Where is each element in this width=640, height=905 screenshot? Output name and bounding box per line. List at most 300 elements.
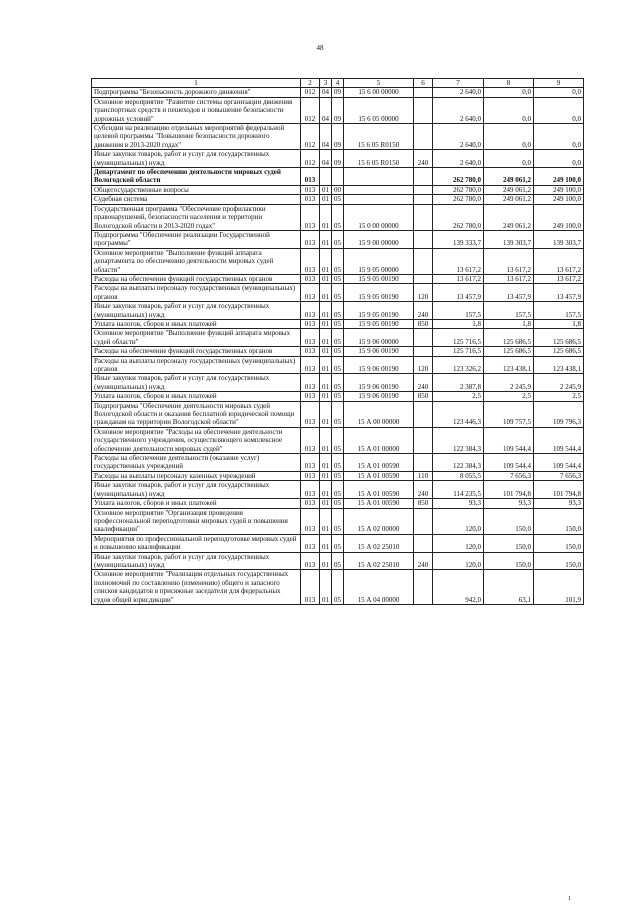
amount-col7: 157,5 <box>433 302 484 320</box>
code-pr: 09 <box>332 97 344 123</box>
row-name: Судебная система <box>92 195 301 204</box>
row-name: Субсидии на реализацию отдельных мероприятий федеральной целевой программы "Повышение безопасности дорожного движения в 2013-2020 годах" <box>92 124 301 150</box>
code-pr: 05 <box>332 319 344 328</box>
code-rz: 04 <box>320 97 332 123</box>
table-row <box>92 427 584 453</box>
table-row <box>92 534 584 552</box>
amount-col8: 139 303,7 <box>484 230 534 248</box>
budget-table <box>91 78 584 605</box>
amount-col9: 0,0 <box>534 97 584 123</box>
code-rz: 01 <box>320 508 332 534</box>
row-name: Расходы на обеспечение деятельности (оказание услуг) государственных учреждений <box>92 454 301 472</box>
code-vr <box>414 534 433 552</box>
code-vr: 240 <box>414 150 433 168</box>
code-vr <box>414 248 433 274</box>
amount-col9: 2 245,9 <box>534 374 584 392</box>
amount-col8: 109 544,4 <box>484 427 534 453</box>
code-gr: 012 <box>301 150 320 168</box>
code-gr: 013 <box>301 319 320 328</box>
code-gr: 013 <box>301 248 320 274</box>
amount-col9: 109 796,3 <box>534 401 584 427</box>
amount-col7: 8 055,5 <box>433 471 484 480</box>
table-row <box>92 88 584 97</box>
amount-col8: 150,0 <box>484 534 534 552</box>
code-vr: 120 <box>414 356 433 374</box>
code-vr <box>414 88 433 97</box>
code-gr: 013 <box>301 508 320 534</box>
code-rz: 01 <box>320 319 332 328</box>
code-gr: 013 <box>301 471 320 480</box>
code-pr: 05 <box>332 329 344 347</box>
code-gr: 012 <box>301 97 320 123</box>
amount-col9: 2,5 <box>534 392 584 401</box>
column-header: 3 <box>320 79 332 88</box>
code-gr: 013 <box>301 347 320 356</box>
amount-col7: 122 384,3 <box>433 427 484 453</box>
table-row <box>92 374 584 392</box>
code-csr: 15 9 05 00190 <box>344 274 414 283</box>
code-vr <box>414 508 433 534</box>
amount-col8: 13 617,2 <box>484 274 534 283</box>
amount-col7: 2 640,0 <box>433 97 484 123</box>
code-pr: 09 <box>332 124 344 150</box>
amount-col8: 2,5 <box>484 392 534 401</box>
table-row <box>92 97 584 123</box>
amount-col7: 13 617,2 <box>433 248 484 274</box>
code-csr: 15 9 06 00190 <box>344 374 414 392</box>
code-csr: 15 9 06 00000 <box>344 329 414 347</box>
table-row <box>92 401 584 427</box>
amount-col9: 93,3 <box>534 499 584 508</box>
code-vr <box>414 230 433 248</box>
amount-col9: 150,0 <box>534 508 584 534</box>
code-vr: 850 <box>414 499 433 508</box>
amount-col8: 109 757,5 <box>484 401 534 427</box>
table-row <box>92 284 584 302</box>
row-name: Департамент по обеспечению деятельности мировых судей Вологодской области <box>92 168 301 186</box>
code-pr: 09 <box>332 88 344 97</box>
amount-col8: 109 544,4 <box>484 454 534 472</box>
code-rz: 04 <box>320 150 332 168</box>
code-vr <box>414 97 433 123</box>
code-gr: 013 <box>301 552 320 570</box>
amount-col8: 125 686,5 <box>484 329 534 347</box>
amount-col9: 139 303,7 <box>534 230 584 248</box>
column-header: 7 <box>433 79 484 88</box>
column-header: 6 <box>414 79 433 88</box>
code-csr: 15 9 05 00000 <box>344 248 414 274</box>
amount-col8: 249 061,2 <box>484 185 534 194</box>
code-gr: 013 <box>301 499 320 508</box>
table-header-row <box>92 79 584 88</box>
table-row <box>92 195 584 204</box>
code-rz: 01 <box>320 329 332 347</box>
amount-col8: 150,0 <box>484 552 534 570</box>
amount-col7: 125 716,5 <box>433 329 484 347</box>
code-rz: 04 <box>320 88 332 97</box>
amount-col9: 249 100,0 <box>534 185 584 194</box>
code-gr: 013 <box>301 274 320 283</box>
code-gr: 013 <box>301 284 320 302</box>
amount-col8: 93,3 <box>484 499 534 508</box>
table-row <box>92 552 584 570</box>
code-rz: 01 <box>320 302 332 320</box>
table-row <box>92 347 584 356</box>
row-name: Иные закупки товаров, работ и услуг для государственных (муниципальных) нужд <box>92 302 301 320</box>
table-row <box>92 274 584 283</box>
amount-col7: 2 640,0 <box>433 124 484 150</box>
code-csr <box>344 195 414 204</box>
code-vr <box>414 124 433 150</box>
code-pr: 05 <box>332 274 344 283</box>
table-row <box>92 329 584 347</box>
table-row <box>92 481 584 499</box>
code-pr: 05 <box>332 284 344 302</box>
column-header: 2 <box>301 79 320 88</box>
amount-col7: 125 716,5 <box>433 347 484 356</box>
row-name: Подпрограмма "Обеспечение деятельности мировых судей Вологодской области и оказания бесплатной юридической помощи гражданам на территории Вологодской области" <box>92 401 301 427</box>
code-csr: 15 9 00 00000 <box>344 230 414 248</box>
amount-col8: 125 686,5 <box>484 347 534 356</box>
code-gr: 013 <box>301 374 320 392</box>
code-rz: 01 <box>320 499 332 508</box>
code-vr: 110 <box>414 471 433 480</box>
amount-col8: 150,0 <box>484 508 534 534</box>
code-pr: 09 <box>332 150 344 168</box>
table-row <box>92 356 584 374</box>
code-vr: 240 <box>414 552 433 570</box>
row-name: Расходы на обеспечение функций государственных органов <box>92 347 301 356</box>
amount-col7: 262 780,0 <box>433 185 484 194</box>
amount-col9: 13 617,2 <box>534 248 584 274</box>
code-gr: 013 <box>301 454 320 472</box>
code-csr <box>344 168 414 186</box>
table-row <box>92 248 584 274</box>
amount-col9: 0,0 <box>534 150 584 168</box>
code-csr: 15 0 00 00000 <box>344 204 414 230</box>
column-header: 8 <box>484 79 534 88</box>
table-body <box>92 79 584 605</box>
code-vr <box>414 329 433 347</box>
row-name: Мероприятия по профессиональной переподготовке мировых судей и повышению квалификации <box>92 534 301 552</box>
amount-col8: 7 656,3 <box>484 471 534 480</box>
code-vr <box>414 347 433 356</box>
table-row <box>92 454 584 472</box>
code-vr: 850 <box>414 319 433 328</box>
row-name: Расходы на выплаты персоналу государственных (муниципальных) органов <box>92 284 301 302</box>
amount-col9: 150,0 <box>534 552 584 570</box>
column-header: 4 <box>332 79 344 88</box>
row-name: Иные закупки товаров, работ и услуг для государственных (муниципальных) нужд <box>92 150 301 168</box>
amount-col8: 157,5 <box>484 302 534 320</box>
amount-col8: 249 061,2 <box>484 195 534 204</box>
amount-col9: 125 686,5 <box>534 329 584 347</box>
amount-col9: 0,0 <box>534 88 584 97</box>
table-row <box>92 499 584 508</box>
row-name: Иные закупки товаров, работ и услуг для государственных (муниципальных) нужд <box>92 552 301 570</box>
code-vr: 850 <box>414 392 433 401</box>
code-gr: 013 <box>301 302 320 320</box>
amount-col9: 249 100,0 <box>534 168 584 186</box>
table-row <box>92 124 584 150</box>
column-header: 9 <box>534 79 584 88</box>
row-name: Расходы на обеспечение функций государственных органов <box>92 274 301 283</box>
code-pr: 05 <box>332 248 344 274</box>
code-csr <box>344 185 414 194</box>
code-csr: 15 6 05 R0150 <box>344 150 414 168</box>
amount-col9: 7 656,3 <box>534 471 584 480</box>
code-rz: 01 <box>320 374 332 392</box>
code-csr: 15 9 05 00190 <box>344 302 414 320</box>
amount-col9: 125 686,5 <box>534 347 584 356</box>
code-pr: 05 <box>332 481 344 499</box>
amount-col7: 262 780,0 <box>433 195 484 204</box>
amount-col9: 101 794,8 <box>534 481 584 499</box>
row-name: Основное мероприятие "Развитие системы организации движения транспортных средств и пешеходов и повышение безопасности дорожных условий" <box>92 97 301 123</box>
table-row <box>92 302 584 320</box>
table-row <box>92 185 584 194</box>
code-rz: 01 <box>320 248 332 274</box>
amount-col8: 63,1 <box>484 570 534 605</box>
code-pr: 00 <box>332 185 344 194</box>
row-name: Расходы на выплаты персоналу казенных учреждений <box>92 471 301 480</box>
amount-col9: 157,5 <box>534 302 584 320</box>
amount-col7: 13 617,2 <box>433 274 484 283</box>
code-pr: 05 <box>332 552 344 570</box>
code-gr: 013 <box>301 195 320 204</box>
row-name: Уплата налогов, сборов и иных платежей <box>92 319 301 328</box>
row-name: Расходы на выплаты персоналу государственных (муниципальных) органов <box>92 356 301 374</box>
amount-col7: 2 640,0 <box>433 150 484 168</box>
code-csr: 15 6 05 00000 <box>344 97 414 123</box>
row-name: Иные закупки товаров, работ и услуг для государственных (муниципальных) нужд <box>92 481 301 499</box>
code-rz <box>320 168 332 186</box>
code-pr: 05 <box>332 471 344 480</box>
amount-col8: 249 061,2 <box>484 204 534 230</box>
code-gr: 013 <box>301 356 320 374</box>
amount-col9: 249 100,0 <box>534 204 584 230</box>
column-header: 1 <box>92 79 301 88</box>
code-csr: 15 9 05 00190 <box>344 284 414 302</box>
code-csr: 15 6 05 R0150 <box>344 124 414 150</box>
code-vr <box>414 168 433 186</box>
amount-col8: 13 617,2 <box>484 248 534 274</box>
code-rz: 01 <box>320 392 332 401</box>
code-pr: 05 <box>332 508 344 534</box>
amount-col9: 109 544,4 <box>534 454 584 472</box>
amount-col7: 13 457,9 <box>433 284 484 302</box>
code-vr: 240 <box>414 302 433 320</box>
code-csr: 15 А 01 00590 <box>344 454 414 472</box>
table-row <box>92 319 584 328</box>
table-row <box>92 150 584 168</box>
code-vr <box>414 427 433 453</box>
row-name: Подпрограмма "Безопасность дорожного движения" <box>92 88 301 97</box>
code-csr: 15 9 06 00190 <box>344 356 414 374</box>
code-vr <box>414 195 433 204</box>
code-csr: 15 А 01 00590 <box>344 499 414 508</box>
code-rz: 01 <box>320 534 332 552</box>
code-vr: 120 <box>414 284 433 302</box>
code-csr: 15 9 06 00190 <box>344 347 414 356</box>
amount-col7: 2,5 <box>433 392 484 401</box>
amount-col9: 249 100,0 <box>534 195 584 204</box>
amount-col8: 0,0 <box>484 150 534 168</box>
code-gr: 012 <box>301 124 320 150</box>
row-name: Основное мероприятие "Организация проведения профессиональной переподготовки мировых судей и повышения квалификации" <box>92 508 301 534</box>
row-name: Основное мероприятие "Выполнение функций аппарата департамента по обеспечению деятельности мировых судей области" <box>92 248 301 274</box>
amount-col7: 123 446,3 <box>433 401 484 427</box>
amount-col9: 109 544,4 <box>534 427 584 453</box>
code-csr: 15 А 01 00000 <box>344 427 414 453</box>
amount-col8: 2 245,9 <box>484 374 534 392</box>
amount-col9: 13 457,9 <box>534 284 584 302</box>
code-pr <box>332 168 344 186</box>
row-name: Уплата налогов, сборов и иных платежей <box>92 392 301 401</box>
code-rz: 01 <box>320 274 332 283</box>
amount-col7: 262 780,0 <box>433 168 484 186</box>
code-vr: 240 <box>414 374 433 392</box>
amount-col8: 101 794,8 <box>484 481 534 499</box>
code-rz: 01 <box>320 570 332 605</box>
code-pr: 05 <box>332 499 344 508</box>
code-pr: 05 <box>332 534 344 552</box>
amount-col7: 123 326,2 <box>433 356 484 374</box>
code-pr: 05 <box>332 302 344 320</box>
row-name: Общегосударственные вопросы <box>92 185 301 194</box>
amount-col8: 0,0 <box>484 88 534 97</box>
amount-col9: 101,9 <box>534 570 584 605</box>
code-gr: 013 <box>301 534 320 552</box>
code-gr: 013 <box>301 185 320 194</box>
table-row <box>92 508 584 534</box>
code-pr: 05 <box>332 204 344 230</box>
code-vr <box>414 274 433 283</box>
row-name: Основное мероприятие "Выполнение функций аппарата мировых судей области" <box>92 329 301 347</box>
amount-col7: 120,0 <box>433 552 484 570</box>
table-row <box>92 392 584 401</box>
code-gr: 013 <box>301 204 320 230</box>
code-csr: 15 А 04 00000 <box>344 570 414 605</box>
code-gr: 013 <box>301 329 320 347</box>
code-rz: 01 <box>320 471 332 480</box>
amount-col9: 0,0 <box>534 124 584 150</box>
code-gr: 013 <box>301 392 320 401</box>
code-pr: 05 <box>332 570 344 605</box>
column-header: 5 <box>344 79 414 88</box>
code-csr: 15 А 01 00590 <box>344 481 414 499</box>
row-name: Государственная программа "Обеспечение профилактики правонарушений, безопасности населения и территории Вологодской области в 2013-2020 годах" <box>92 204 301 230</box>
code-gr: 013 <box>301 427 320 453</box>
code-gr: 013 <box>301 481 320 499</box>
amount-col7: 262 780,0 <box>433 204 484 230</box>
amount-col7: 2 387,8 <box>433 374 484 392</box>
code-rz: 01 <box>320 454 332 472</box>
amount-col8: 0,0 <box>484 97 534 123</box>
code-csr: 15 6 00 00000 <box>344 88 414 97</box>
code-rz: 01 <box>320 204 332 230</box>
code-pr: 05 <box>332 454 344 472</box>
code-vr <box>414 401 433 427</box>
code-rz: 01 <box>320 284 332 302</box>
amount-col8: 13 457,9 <box>484 284 534 302</box>
row-name: Подпрограмма "Обеспечение реализации Государственной программы" <box>92 230 301 248</box>
row-name: Основное мероприятие "Реализация отдельных государственных полномочий по составлению (изменению) общего и запасного списков кандидатов в присяжные заседатели для федеральных судов общей юрисдикции" <box>92 570 301 605</box>
amount-col7: 122 384,3 <box>433 454 484 472</box>
amount-col9: 150,0 <box>534 534 584 552</box>
amount-col7: 114 235,5 <box>433 481 484 499</box>
amount-col8: 249 061,2 <box>484 168 534 186</box>
amount-col9: 123 438,1 <box>534 356 584 374</box>
code-rz: 01 <box>320 481 332 499</box>
code-csr: 15 А 01 00590 <box>344 471 414 480</box>
code-csr: 15 9 06 00190 <box>344 392 414 401</box>
amount-col7: 1,8 <box>433 319 484 328</box>
code-gr: 013 <box>301 168 320 186</box>
code-vr: 240 <box>414 481 433 499</box>
code-rz: 01 <box>320 230 332 248</box>
amount-col9: 1,8 <box>534 319 584 328</box>
code-pr: 05 <box>332 195 344 204</box>
page-number: 48 <box>316 44 324 52</box>
code-pr: 05 <box>332 356 344 374</box>
code-rz: 01 <box>320 356 332 374</box>
code-pr: 05 <box>332 392 344 401</box>
code-vr <box>414 570 433 605</box>
code-gr: 013 <box>301 570 320 605</box>
table-row <box>92 471 584 480</box>
code-rz: 01 <box>320 552 332 570</box>
row-name: Иные закупки товаров, работ и услуг для государственных (муниципальных) нужд <box>92 374 301 392</box>
amount-col7: 120,0 <box>433 508 484 534</box>
amount-col7: 942,0 <box>433 570 484 605</box>
amount-col7: 93,3 <box>433 499 484 508</box>
table-row <box>92 570 584 605</box>
row-name: Основное мероприятие "Расходы на обеспечение деятельности государственного учреждения, осуществляющего комплексное обеспечение деятельности мировых судей" <box>92 427 301 453</box>
table-row <box>92 230 584 248</box>
amount-col7: 139 333,7 <box>433 230 484 248</box>
code-csr: 15 А 00 00000 <box>344 401 414 427</box>
code-csr: 15 9 05 00190 <box>344 319 414 328</box>
footer-mark: 1 <box>568 896 571 902</box>
code-rz: 01 <box>320 427 332 453</box>
amount-col7: 120,0 <box>433 534 484 552</box>
code-csr: 15 А 02 25010 <box>344 552 414 570</box>
code-gr: 013 <box>301 230 320 248</box>
code-pr: 05 <box>332 230 344 248</box>
row-name: Уплата налогов, сборов и иных платежей <box>92 499 301 508</box>
code-pr: 05 <box>332 401 344 427</box>
code-rz: 01 <box>320 195 332 204</box>
code-vr <box>414 185 433 194</box>
code-csr: 15 А 02 00000 <box>344 508 414 534</box>
amount-col9: 13 617,2 <box>534 274 584 283</box>
table-row <box>92 168 584 186</box>
code-pr: 05 <box>332 374 344 392</box>
code-vr <box>414 204 433 230</box>
code-pr: 05 <box>332 427 344 453</box>
code-gr: 013 <box>301 401 320 427</box>
table-row <box>92 204 584 230</box>
code-gr: 012 <box>301 88 320 97</box>
code-rz: 04 <box>320 124 332 150</box>
code-rz: 01 <box>320 347 332 356</box>
code-pr: 05 <box>332 347 344 356</box>
amount-col8: 123 438,1 <box>484 356 534 374</box>
amount-col8: 0,0 <box>484 124 534 150</box>
amount-col8: 1,8 <box>484 319 534 328</box>
code-csr: 15 А 02 25010 <box>344 534 414 552</box>
